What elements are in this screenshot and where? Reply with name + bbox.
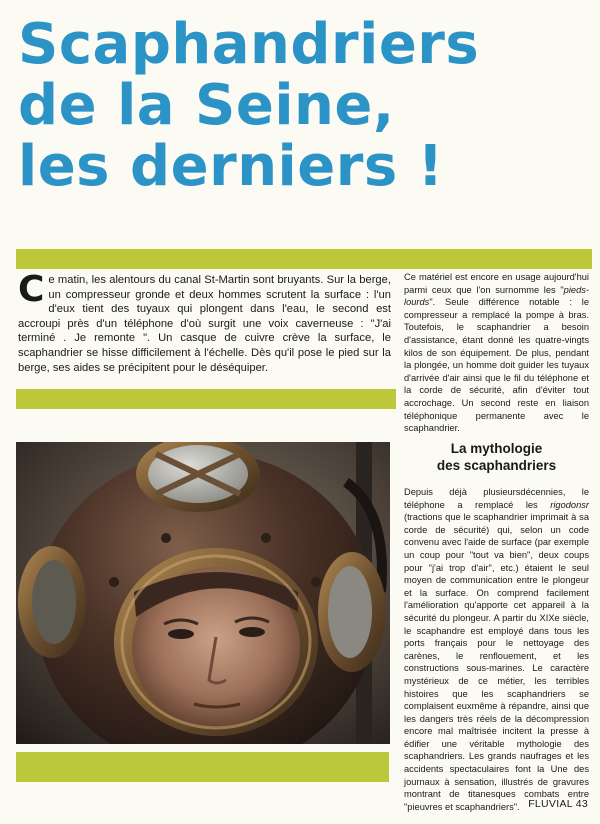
- article-title: [18, 14, 588, 197]
- p2-text-b: (tractions que le scaphandrier imprimait à sa corde de sécurité) qui, selon un code convenu avec l'aide de surface (par exemple un coup pour "tout va bien", deux coups pour "j'ai trop d'air", etc.) étaient le seul moyen de communication entre le plongeur et la surface. On comprend facilement l'amélioration qu'apporte cet appareil à la sécurité du plongeur. A partir du XIXe siècle, le scaphandre est employé dans tous les ports français pour le nettoyage des carènes, le renflouement, et les constructions sous-marines. Le caractère mystérieux de ce métier, les terribles histoires que les scaphandriers se complaisent euxmême à répandre, ainsi que les dangers très réels de la décompression encore mal maîtrisée incitent la presse à édifier une véritable mythologie des scaphandriers. Les grands naufrages et les accidents spectaculaires font la Une des journaux à sensation, illustrés de gravures montrant de titanesques combats entre "pieuvres et scaphandriers".: [404, 512, 589, 812]
- column-paragraph-1: [404, 271, 589, 435]
- p1-emphasis: pieds-lourds: [404, 284, 589, 308]
- lead-text: e matin, les alentours du canal St-Martin sont bruyants. Sur la berge, un compresseur gronde et deux hommes scrutent la surface : l'un d'eux tient des tuyaux qui plongent dans l'eau, le second est accroupi près d'un téléphone d'où surgit une voix caverneuse : "J'ai terminé . Je remonte ". Un casque de cuivre crève la surface, le scaphandrier se hisse difficilement à l'échelle. Dès qu'il pose le pied sur la berge, ses aides se précipitent pour le déséquiper.: [18, 274, 391, 374]
- p2-text-a: Depuis déjà plusieursdécennies, le téléphone a remplacé les: [404, 487, 589, 510]
- section-subheading: [404, 440, 589, 474]
- title-line-1: Scaphandriers: [18, 12, 480, 77]
- title-line-3: les derniers !: [18, 134, 444, 199]
- subhead-line-2: des scaphandriers: [436, 458, 557, 473]
- diver-helmet-photo: [16, 442, 390, 744]
- green-band-top: [16, 249, 592, 269]
- p1-text-a: Ce matériel est encore en usage aujourd'hui parmi ceux que l'on surnomme les ": [404, 272, 589, 295]
- column-paragraph-2: [404, 486, 589, 813]
- title-line-2: de la Seine,: [18, 73, 395, 138]
- green-band-bottom: [16, 752, 389, 782]
- diver-helmet-illustration: [16, 442, 390, 744]
- lead-paragraph: [18, 269, 391, 375]
- drop-cap: C: [18, 269, 45, 310]
- p2-emphasis: rigodonsr: [550, 499, 589, 510]
- green-band-middle: [16, 389, 396, 409]
- page-footer: FLUVIAL 43: [528, 798, 588, 810]
- p1-text-b: ". Seule différence notable : le compresseur a remplacé la pompe à bras. Toutefois, le scaphandrier a besoin d'assistance, étant donné les quatre-vingts kilos de son équipement. De plus, pendant la plongée, un homme doit guider les tuyaux d'arrivée d'air ainsi que le fil du téléphone et la corde de sécurité, afin d'éviter tout accrochage. Un second reste en liaison téléphonique permanente avec le scaphandrier.: [404, 297, 589, 434]
- subhead-line-1: La mythologie: [450, 441, 543, 456]
